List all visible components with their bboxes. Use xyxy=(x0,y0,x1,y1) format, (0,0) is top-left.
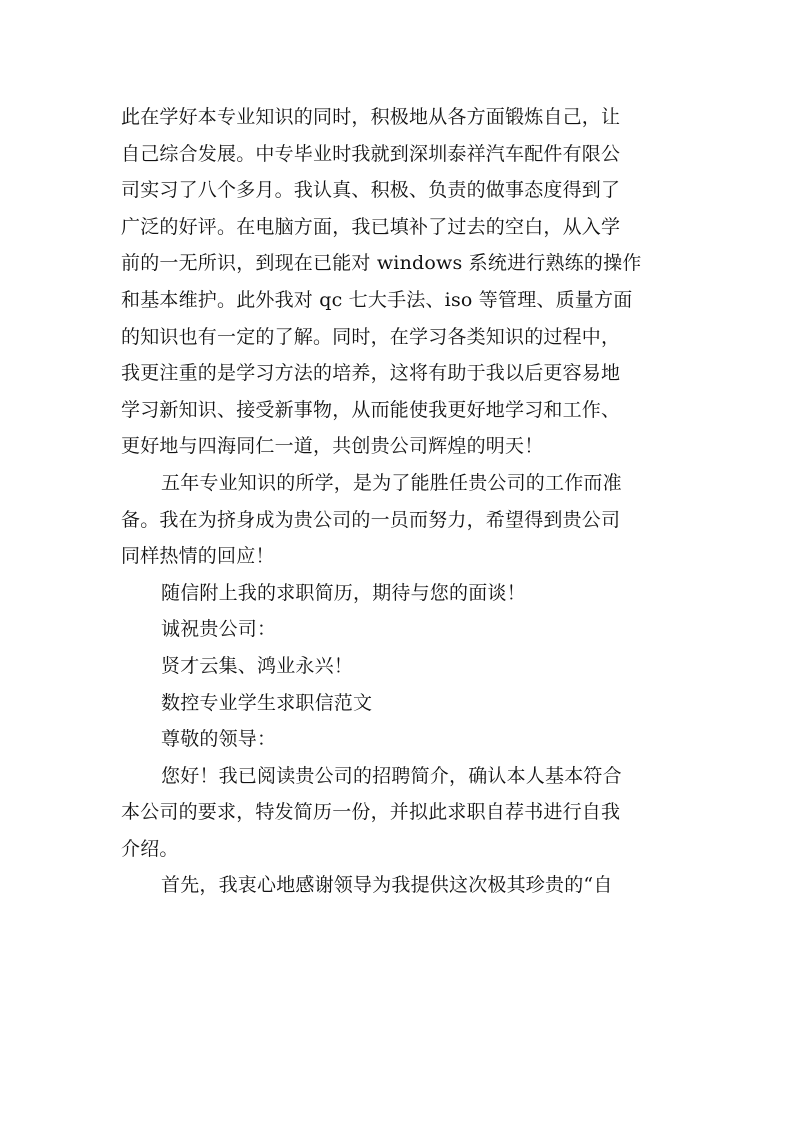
paragraph-attach-resume xyxy=(121,575,691,612)
text-line: 尊敬的领导： xyxy=(161,728,277,751)
document-body xyxy=(121,99,691,904)
paragraph-salutation xyxy=(121,721,691,758)
text-line: 此在学好本专业知识的同时，积极地从各方面锻炼自己，让 xyxy=(121,106,621,128)
text-line: 和基本维护。此外我对 qc 七大手法、iso 等管理、质量方面 xyxy=(121,288,633,311)
paragraph-thanks xyxy=(121,867,691,904)
text-line: 随信附上我的求职简历，期待与您的面谈！ xyxy=(161,581,526,604)
paragraph-wish-closing xyxy=(121,648,691,685)
text-line: 诚祝贵公司： xyxy=(161,618,277,641)
text-line: 自己综合发展。中专毕业时我就到深圳泰祥汽车配件有限公 xyxy=(121,142,621,165)
text-line: 本公司的要求，特发简历一份，并拟此求职自荐书进行自我 xyxy=(121,801,621,824)
paragraph-greeting xyxy=(121,758,691,868)
text-line: 数控专业学生求职信范文 xyxy=(161,691,373,714)
text-line: 的知识也有一定的了解。同时，在学习各类知识的过程中， xyxy=(121,325,621,348)
text-line: 首先，我衷心地感谢领导为我提供这次极其珍贵的“自 xyxy=(161,874,613,897)
text-line: 您好！我已阅读贵公司的招聘简介，确认本人基本符合 xyxy=(161,764,622,787)
text-line: 备。我在为挤身成为贵公司的一员而努力，希望得到贵公司 xyxy=(121,508,621,531)
text-line: 同样热情的回应！ xyxy=(121,545,275,568)
text-line: 介绍。 xyxy=(121,837,179,860)
paragraph-self-development xyxy=(121,99,691,465)
text-line: 广泛的好评。在电脑方面，我已填补了过去的空白，从入学 xyxy=(121,215,621,238)
text-line: 更好地与四海同仁一道，共创贵公司辉煌的明天！ xyxy=(121,435,544,458)
text-line: 学习新知识、接受新事物，从而能使我更好地学习和工作、 xyxy=(121,398,621,421)
paragraph-five-years xyxy=(121,465,691,575)
text-line: 五年专业知识的所学，是为了能胜任贵公司的工作而准 xyxy=(161,471,622,494)
text-line: 前的一无所识，到现在已能对 windows 系统进行熟练的操作 xyxy=(121,252,642,275)
paragraph-wish-company xyxy=(121,611,691,648)
text-line: 我更注重的是学习方法的培养，这将有助于我以后更容易地 xyxy=(121,362,621,385)
text-line: 司实习了八个多月。我认真、积极、负责的做事态度得到了 xyxy=(121,179,621,202)
text-line: 贤才云集、鸿业永兴！ xyxy=(161,654,354,677)
paragraph-title xyxy=(121,685,691,722)
